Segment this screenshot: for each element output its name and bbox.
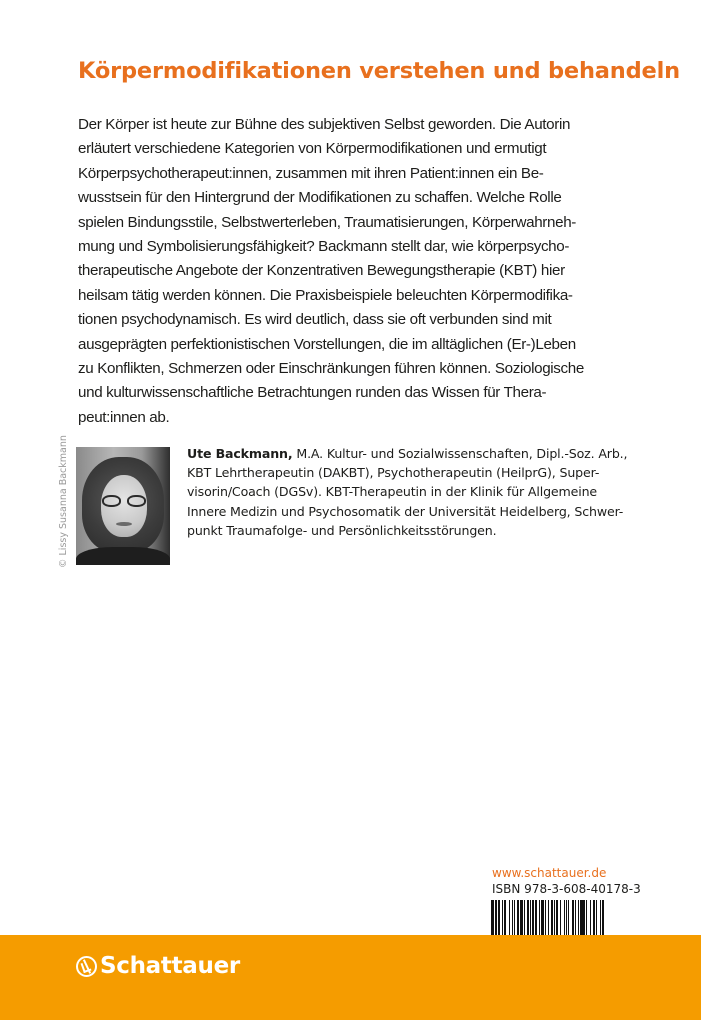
blurb-line: Körperpsychotherapeut:innen, zusammen mit ihren Patient:innen ein Be- [78, 164, 544, 182]
blurb-text [78, 113, 658, 430]
publisher-url-link[interactable]: www.schattauer.de [492, 866, 607, 880]
blurb-line: und kulturwissenschaftliche Betrachtungen runden das Wissen für Thera- [78, 384, 547, 402]
blurb-line: mung und Symbolisierungsfähigkeit? Backmann stellt dar, wie körperpsycho- [78, 238, 570, 256]
blurb-line: heilsam tätig werden können. Die Praxisbeispiele beleuchten Körpermodifika- [78, 286, 573, 304]
author-photo [76, 447, 170, 565]
bio-line: KBT Lehrtherapeutin (DAKBT), Psychotherapeutin (HeilprG), Super- [187, 465, 600, 481]
blurb-line: wusstsein für den Hintergrund der Modifikationen zu schaffen. Welche Rolle [78, 189, 562, 207]
photo-mouth [116, 522, 132, 526]
blurb-line: zu Konflikten, Schmerzen oder Einschränkungen führen können. Soziologische [78, 360, 584, 378]
blurb-line: tionen psychodynamisch. Es wird deutlich, dass sie oft verbunden sind mit [78, 311, 552, 329]
blurb-line: spielen Bindungsstile, Selbstwerterleben, Traumatisierungen, Körperwahrneh- [78, 213, 577, 231]
blurb-line: erläutert verschiedene Kategorien von Körpermodifikationen und ermutigt [78, 140, 547, 158]
isbn-number: ISBN 978-3-608-40178-3 [492, 882, 641, 896]
blurb-line: peut:innen ab. [78, 408, 170, 426]
bio-line [187, 444, 667, 463]
cover-title: Körpermodifikationen verstehen und behandeln [78, 58, 680, 84]
barcode [491, 900, 627, 936]
author-name: Ute Backmann, [187, 446, 293, 461]
bio-line: Innere Medizin und Psychosomatik der Universität Heidelberg, Schwer- [187, 503, 624, 519]
blurb-line: Der Körper ist heute zur Bühne des subjektiven Selbst geworden. Die Autorin [78, 116, 571, 133]
publisher-logo [76, 953, 240, 979]
blurb-line: therapeutische Angebote der Konzentrativen Bewegungstherapie (KBT) hier [78, 262, 565, 280]
bio-line: punkt Traumafolge- und Persönlichkeitsstörungen. [187, 522, 497, 538]
publisher-logo-text: Schattauer [100, 953, 240, 979]
bio-first-line: M.A. Kultur- und Sozialwissenschaften, Dipl.-Soz. Arb., [292, 446, 628, 461]
barcode-bar [604, 900, 607, 936]
author-bio [187, 444, 667, 540]
blurb-line: ausgeprägten perfektionistischen Vorstellungen, die im alltäglichen (Er-)Leben [78, 335, 576, 353]
photo-shoulders [76, 547, 170, 565]
photo-glasses [102, 495, 146, 507]
photo-credit: © Lissy Susanna Backmann [58, 435, 69, 568]
schattauer-emblem-icon [76, 956, 97, 977]
bio-line: visorin/Coach (DGSv). KBT-Therapeutin in der Klinik für Allgemeine [187, 484, 598, 500]
